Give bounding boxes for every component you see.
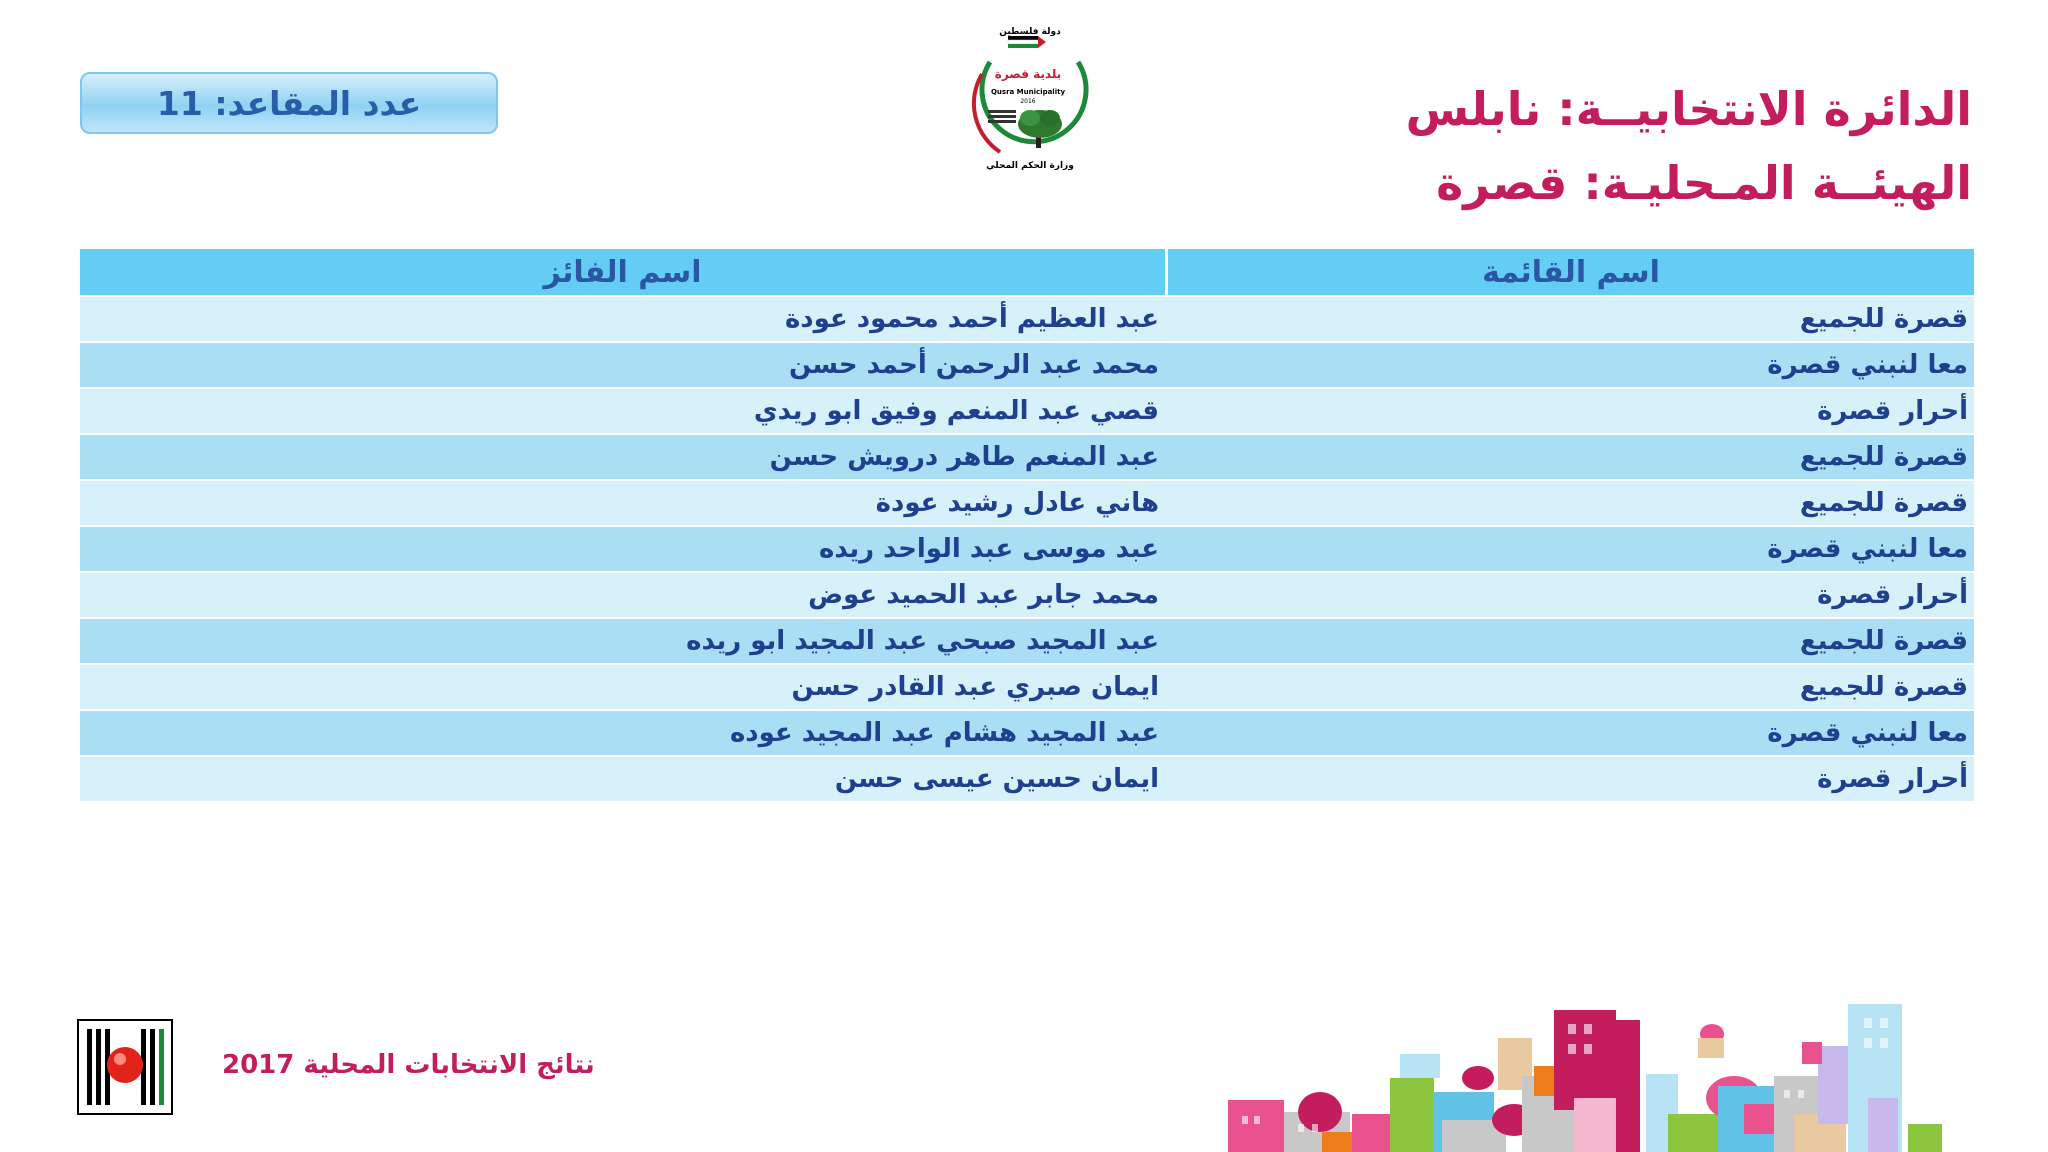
logo-top-text: دولة فلسطين bbox=[999, 27, 1061, 37]
seats-count-box bbox=[80, 72, 498, 134]
winner-name-cell: محمد جابر عبد الحميد عوض bbox=[80, 573, 1165, 617]
table-row bbox=[80, 435, 1974, 479]
logo-name-ar: بلدية قصرة bbox=[994, 67, 1062, 81]
local-body-title: الهيئــة المـحليـة: قصرة bbox=[1436, 156, 1972, 210]
list-name-cell: أحرار قصرة bbox=[1165, 757, 1974, 801]
list-name-cell: معا لنبني قصرة bbox=[1165, 711, 1974, 755]
table-row bbox=[80, 619, 1974, 663]
table-row bbox=[80, 711, 1974, 755]
logo-year: 2016 bbox=[1020, 98, 1036, 105]
winner-name-cell: قصي عبد المنعم وفيق ابو ريدي bbox=[80, 389, 1165, 433]
table-header-row bbox=[80, 249, 1974, 295]
municipality-logo bbox=[960, 24, 1100, 172]
seats-count-label: عدد المقاعد: 11 bbox=[156, 83, 422, 123]
list-name-cell: قصرة للجميع bbox=[1165, 665, 1974, 709]
winner-name-header: اسم الفائز bbox=[80, 249, 1165, 295]
winner-name-cell: ايمان صبري عبد القادر حسن bbox=[80, 665, 1165, 709]
table-row bbox=[80, 573, 1974, 617]
winner-name-cell: عبد المجيد هشام عبد المجيد عوده bbox=[80, 711, 1165, 755]
list-name-cell: معا لنبني قصرة bbox=[1165, 343, 1974, 387]
ballot-icon bbox=[107, 1047, 143, 1083]
list-name-cell: قصرة للجميع bbox=[1165, 619, 1974, 663]
winner-name-cell: عبد المجيد صبحي عبد المجيد ابو ريده bbox=[80, 619, 1165, 663]
table-row bbox=[80, 389, 1974, 433]
list-name-cell: أحرار قصرة bbox=[1165, 573, 1974, 617]
list-name-cell: قصرة للجميع bbox=[1165, 297, 1974, 341]
winner-name-cell: هاني عادل رشيد عودة bbox=[80, 481, 1165, 525]
list-name-cell: قصرة للجميع bbox=[1165, 481, 1974, 525]
table-row bbox=[80, 297, 1974, 341]
electoral-district-title: الدائرة الانتخابيــة: نابلس bbox=[1405, 82, 1972, 136]
winner-name-cell: عبد موسى عبد الواحد ريده bbox=[80, 527, 1165, 571]
table-row bbox=[80, 481, 1974, 525]
election-commission-logo bbox=[77, 1019, 173, 1115]
list-name-cell: أحرار قصرة bbox=[1165, 389, 1974, 433]
winner-name-cell: عبد العظيم أحمد محمود عودة bbox=[80, 297, 1165, 341]
winner-name-cell: محمد عبد الرحمن أحمد حسن bbox=[80, 343, 1165, 387]
table-row bbox=[80, 665, 1974, 709]
list-name-cell: معا لنبني قصرة bbox=[1165, 527, 1974, 571]
city-skyline-illustration bbox=[1228, 994, 1986, 1152]
table-row bbox=[80, 757, 1974, 801]
list-name-header: اسم القائمة bbox=[1165, 249, 1974, 295]
table-row bbox=[80, 527, 1974, 571]
winner-name-cell: عبد المنعم طاهر درويش حسن bbox=[80, 435, 1165, 479]
table-body bbox=[80, 297, 1974, 801]
footer-caption: نتائج الانتخابات المحلية 2017 bbox=[222, 1050, 595, 1080]
logo-bottom-text: وزارة الحكم المحلي bbox=[986, 161, 1074, 171]
list-name-cell: قصرة للجميع bbox=[1165, 435, 1974, 479]
table-row bbox=[80, 343, 1974, 387]
logo-name-en: Qusra Municipality bbox=[990, 88, 1066, 96]
winners-table bbox=[80, 247, 1974, 803]
winner-name-cell: ايمان حسين عيسى حسن bbox=[80, 757, 1165, 801]
